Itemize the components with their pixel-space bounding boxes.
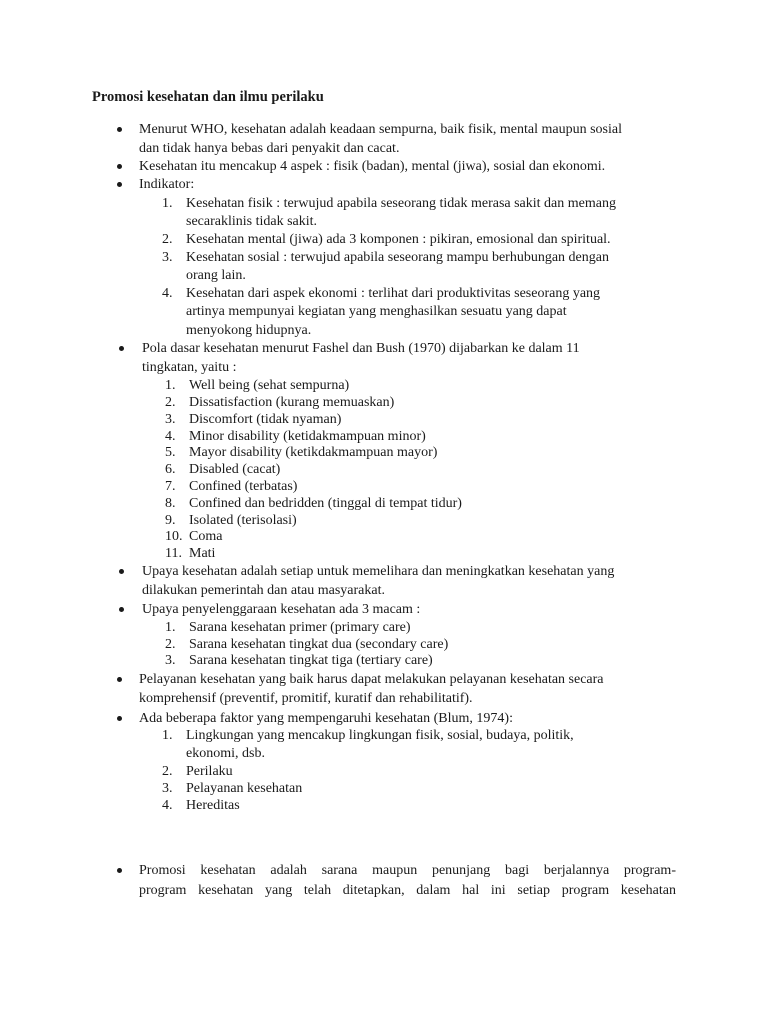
list-item-line: Coma (189, 529, 223, 544)
list-number: 6. (165, 462, 176, 477)
list-item-line: Kesehatan sosial : terwujud apabila seseorang mampu berhubungan dengan (186, 250, 609, 265)
list-item-line: Isolated (terisolasi) (189, 513, 297, 528)
list-number: 1. (165, 378, 176, 393)
list-item-line: Perilaku (186, 764, 233, 779)
list-number: 3. (162, 781, 173, 796)
paragraph-line: komprehensif (preventif, promitif, kuratif dan rehabilitatif). (139, 691, 473, 706)
paragraph-line: dilakukan pemerintah dan atau masyarakat. (142, 583, 385, 598)
list-item-line: Hereditas (186, 798, 240, 813)
list-number: 4. (165, 429, 176, 444)
bullet-icon (117, 868, 122, 873)
list-number: 1. (165, 620, 176, 635)
list-number: 3. (165, 412, 176, 427)
list-number: 2. (165, 395, 176, 410)
list-item-line: Minor disability (ketidakmampuan minor) (189, 429, 426, 444)
list-number: 2. (162, 764, 173, 779)
bullet-icon (119, 607, 124, 612)
list-number: 5. (165, 445, 176, 460)
list-number: 11. (165, 546, 182, 561)
paragraph-line: Promosi kesehatan adalah sarana maupun penunjang bagi berjalannya program- (139, 863, 676, 878)
list-item-line: Mati (189, 546, 216, 561)
list-item-line: Kesehatan dari aspek ekonomi : terlihat dari produktivitas seseorang yang (186, 286, 601, 301)
list-number: 10. (165, 529, 183, 544)
paragraph-line: Pelayanan kesehatan yang baik harus dapat melakukan pelayanan kesehatan secara (139, 672, 604, 687)
list-number: 4. (162, 286, 173, 301)
list-item-line: Confined dan bedridden (tinggal di tempat tidur) (189, 496, 462, 511)
list-item-line: Pelayanan kesehatan (186, 781, 303, 796)
paragraph-line: Upaya kesehatan adalah setiap untuk memelihara dan meningkatkan kesehatan yang (142, 564, 615, 579)
bullet-icon (117, 677, 122, 682)
list-number: 7. (165, 479, 176, 494)
list-item-line: Kesehatan mental (jiwa) ada 3 komponen : pikiran, emosional dan spiritual. (186, 232, 611, 247)
list-item-line: Disabled (cacat) (189, 462, 281, 477)
list-item-line: Dissatisfaction (kurang memuaskan) (189, 395, 395, 410)
paragraph-line: tingkatan, yaitu : (142, 360, 237, 375)
bullet-icon (117, 716, 122, 721)
list-number: 4. (162, 798, 173, 813)
paragraph-line: Kesehatan itu mencakup 4 aspek : fisik (badan), mental (jiwa), sosial dan ekonomi. (139, 159, 606, 174)
list-item-line: Confined (terbatas) (189, 479, 298, 494)
list-item-line: Kesehatan fisik : terwujud apabila seseorang tidak merasa sakit dan memang (186, 196, 616, 211)
bullet-icon (119, 346, 124, 351)
bullet-icon (119, 569, 124, 574)
list-item-line: Sarana kesehatan primer (primary care) (189, 620, 411, 635)
bullet-icon (117, 182, 122, 187)
list-item-line: Mayor disability (ketikdakmampuan mayor) (189, 445, 438, 460)
list-item-line: Sarana kesehatan tingkat dua (secondary care) (189, 637, 449, 652)
bullet-icon (117, 164, 122, 169)
list-number: 3. (162, 250, 173, 265)
list-item-line: artinya mempunyai kegiatan yang menghasilkan sesuatu yang dapat (186, 304, 567, 319)
list-item-line: Well being (sehat sempurna) (189, 378, 350, 393)
document-title: Promosi kesehatan dan ilmu perilaku (92, 89, 324, 105)
bullet-icon (117, 127, 122, 132)
list-item-line: Discomfort (tidak nyaman) (189, 412, 342, 427)
paragraph-line: program kesehatan yang telah ditetapkan, dalam hal ini setiap program kesehatan (139, 883, 676, 898)
list-number: 1. (162, 728, 173, 743)
list-item-line: ekonomi, dsb. (186, 746, 265, 761)
list-number: 2. (162, 232, 173, 247)
list-number: 8. (165, 496, 176, 511)
paragraph-line: Upaya penyelenggaraan kesehatan ada 3 macam : (142, 602, 421, 617)
paragraph-line: Pola dasar kesehatan menurut Fashel dan Bush (1970) dijabarkan ke dalam 11 (142, 341, 580, 356)
paragraph-line: Ada beberapa faktor yang mempengaruhi kesehatan (Blum, 1974): (139, 711, 513, 726)
list-number: 3. (165, 653, 176, 668)
paragraph-line: Menurut WHO, kesehatan adalah keadaan sempurna, baik fisik, mental maupun sosial (139, 122, 622, 137)
list-item-line: menyokong hidupnya. (186, 323, 312, 338)
list-number: 1. (162, 196, 173, 211)
list-item-line: secaraklinis tidak sakit. (186, 214, 318, 229)
paragraph-line: dan tidak hanya bebas dari penyakit dan cacat. (139, 141, 400, 156)
list-number: 2. (165, 637, 176, 652)
list-item-line: Lingkungan yang mencakup lingkungan fisik, sosial, budaya, politik, (186, 728, 574, 743)
list-item-line: Sarana kesehatan tingkat tiga (tertiary care) (189, 653, 433, 668)
list-number: 9. (165, 513, 176, 528)
paragraph-line: Indikator: (139, 177, 195, 192)
list-item-line: orang lain. (186, 268, 246, 283)
